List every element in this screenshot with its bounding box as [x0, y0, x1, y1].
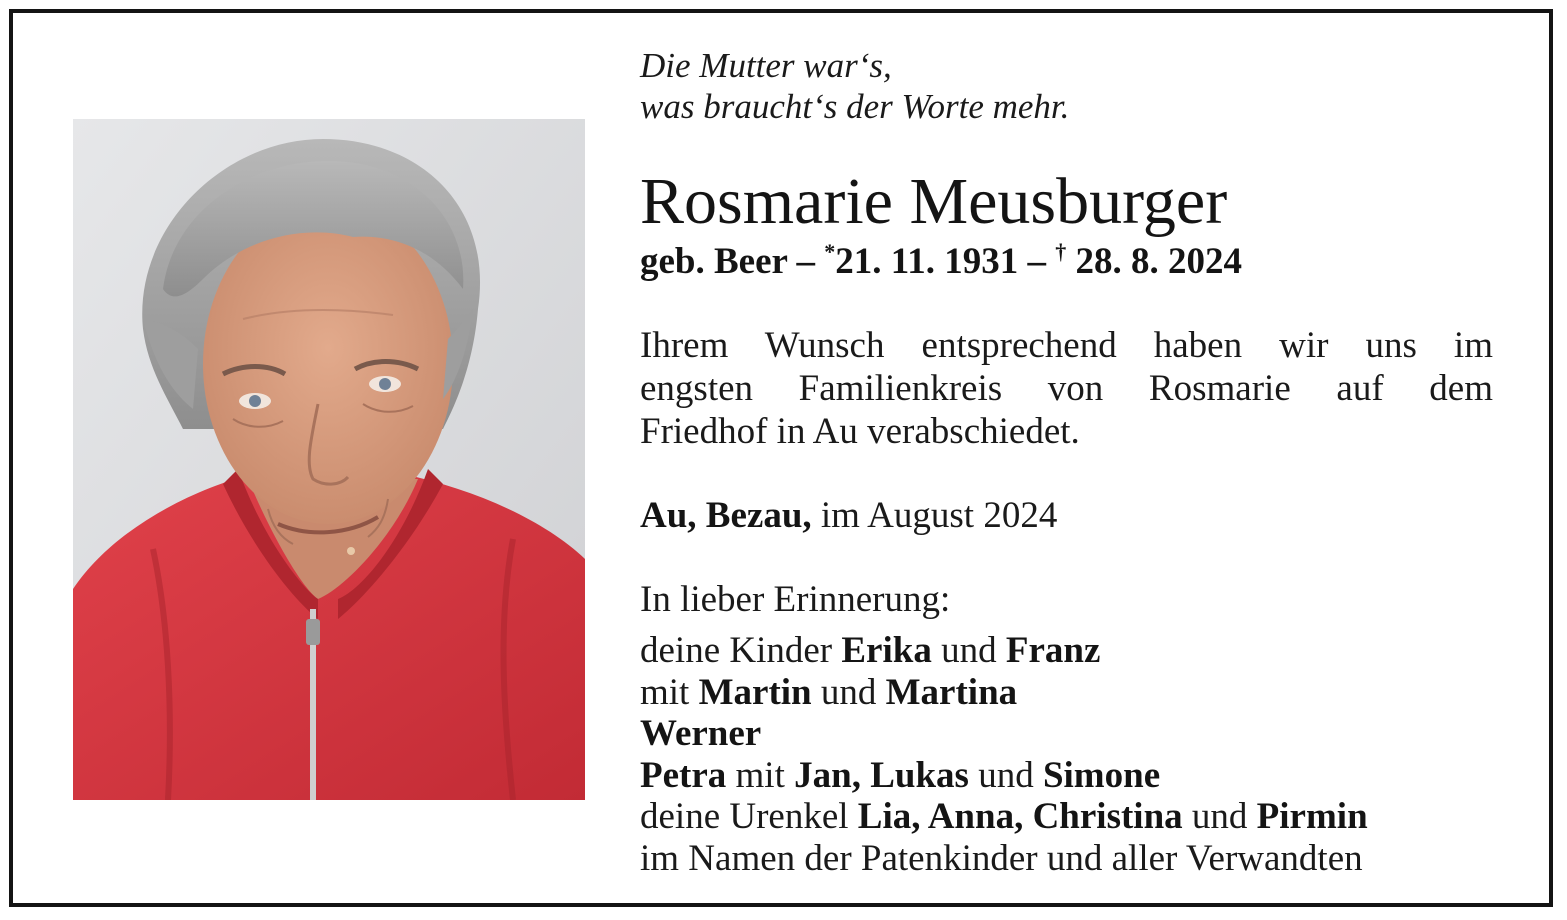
place-and-date: [640, 494, 1057, 537]
mourner-name: Pirmin: [1256, 796, 1368, 837]
dash-separator: –: [787, 241, 825, 282]
mourner-name: Lia, Anna, Christina: [857, 796, 1183, 837]
death-date: 28. 8. 2024: [1066, 241, 1242, 282]
announcement-line-2: engsten Familienkreis von Rosmarie auf dem: [640, 368, 1493, 409]
mourners-row-great-grandchildren: [640, 796, 1368, 838]
mourners-text: im Namen der Patenkinder und aller Verwandten: [640, 837, 1363, 879]
mourners-text: mit: [640, 671, 699, 713]
mourners-text: deine Urenkel: [640, 796, 858, 837]
in-memory-heading: In lieber Erinnerung:: [640, 579, 951, 620]
mourner-name: Martin: [698, 671, 812, 713]
mourner-name: Werner: [640, 713, 762, 754]
announcement-line-3: Friedhof in Au verabschiedet.: [640, 411, 1080, 452]
mourners-text: mit: [726, 754, 795, 796]
life-dates: [640, 240, 1242, 284]
birth-date: 21. 11. 1931: [835, 241, 1019, 282]
birth-name: geb. Beer: [640, 241, 788, 282]
mourners-text: und: [811, 671, 886, 713]
place-names: Au, Bezau,: [640, 495, 812, 536]
mourner-name: Erika: [841, 630, 932, 671]
announcement-line-1: Ihrem Wunsch entsprechend haben wir uns im: [640, 325, 1493, 366]
deceased-name: Rosmarie Meusburger: [640, 165, 1228, 238]
announcement-text: [640, 324, 1493, 453]
mourners-list: [640, 630, 1368, 879]
mourners-row-relatives: [640, 838, 1368, 880]
mourner-name: Jan, Lukas: [794, 754, 969, 796]
mourners-text: deine Kinder: [640, 630, 842, 671]
mourners-row-children: [640, 630, 1368, 672]
mourner-name: Martina: [885, 671, 1018, 713]
mourner-name: Franz: [1005, 630, 1101, 671]
birth-star-icon: *: [824, 239, 836, 264]
death-cross-icon: †: [1055, 239, 1067, 264]
dash-separator: –: [1018, 241, 1056, 282]
portrait-photo: [73, 119, 585, 800]
portrait-illustration: [73, 119, 585, 800]
memorial-quote: [640, 45, 1520, 127]
mourner-name: Petra: [640, 754, 727, 796]
mourners-row-petra: [640, 755, 1368, 797]
quote-line-1: Die Mutter war‘s,: [640, 46, 892, 85]
mourner-name: Simone: [1042, 754, 1161, 796]
mourners-row-werner: [640, 713, 1368, 755]
mourners-text: und: [968, 754, 1043, 796]
quote-line-2: was braucht‘s der Worte mehr.: [640, 87, 1070, 126]
mourners-row-with-martin: [640, 672, 1368, 714]
month-year: im August 2024: [811, 495, 1058, 536]
mourners-text: und: [1182, 796, 1257, 837]
mourners-text: und: [931, 630, 1006, 671]
